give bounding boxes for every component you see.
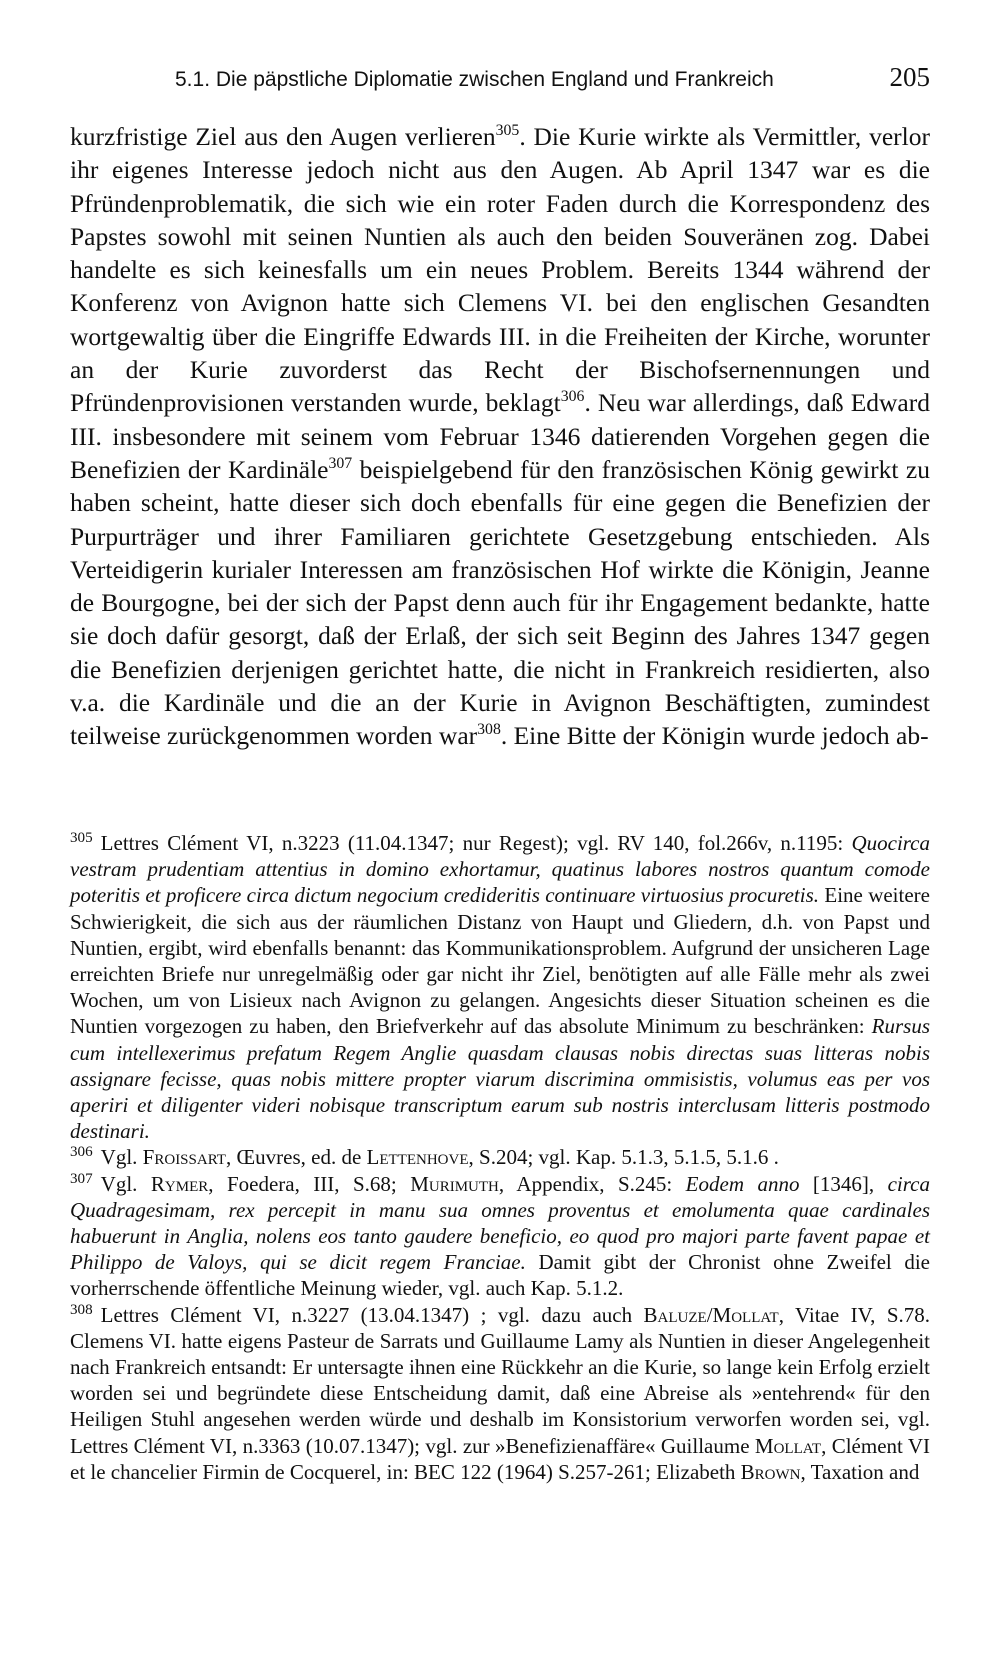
body-text-2: . Die Kurie wirkte als Vermittler, verlor ihr eigenes Interesse jedoch nicht aus den Augen. Ab April 1347 war es die Pfründenproblematik, die sich wie ein roter Faden durch die Korrespondenz des Papstes sowohl mit seinen Nuntien als auch den beiden Souveränen zog. Dabei handelte es sich keinesfalls um ein neues Problem. Bereits 1344 während der Konferenz von Avignon hatte sich Clemens VI. bei den englischen Gesandten wortgewaltig über die Eingriffe Edwards III. in die Freiheiten der Kirche, worunter an der Kurie zuvorderst das Recht der Bischofsernennungen und Pfründenprovisionen verstanden wurde, beklagt xyxy=(70,122,930,418)
author-name: Rymer xyxy=(150,1171,209,1196)
footnote-text: , Appendix, S.245: xyxy=(498,1171,686,1196)
footnote-text: Damit gibt der Chronist ohne Zweifel die vorherrschende öffentliche Meinung wieder, vgl. auch Kap. 5.1.2. xyxy=(70,1250,930,1301)
body-text-1: kurzfristige Ziel aus den Augen verlieren xyxy=(70,122,496,151)
footnote-text: , Vitae IV, S.78. Clemens VI. hatte eigens Pasteur de Sarrats und Guillaume Lamy als Nuntien in dieser Angelegenheit nach Frankreich entsandt: Er untersagte ihnen eine Rückkehr an die Kurie, so lange kein Erfolg erzielt worden sei und begründete diese Entscheidung damit, daß eine Abreise als »entehrend« für den Heiligen Stuhl angesehen werden würde und deshalb im Konsistorium verworfen worden sei, vgl. Lettres Clément VI, n.3363 (10.07.1347); vgl. zur »Benefizienaffäre« Guillaume xyxy=(70,1302,930,1458)
running-title: 5.1. Die päpstliche Diplomatie zwischen England und Frankreich xyxy=(175,68,774,91)
footnote-306 xyxy=(70,1144,930,1170)
footnote-text: , Foedera, III, S.68; xyxy=(208,1171,411,1196)
footnote-text: Vgl. xyxy=(100,1171,151,1196)
author-name: Brown xyxy=(740,1459,801,1484)
latin-quote: Eodem anno xyxy=(685,1171,800,1196)
footnote-text: , Clément VI et le chancelier Firmin de Cocquerel, in: BEC 122 (1964) S.257-261; Elizabeth xyxy=(70,1433,930,1484)
latin-quote: circa Quadragesimam, rex percepit in manu sua omnes proventus et emolumenta quae cardinales habuerunt in Anglia, nolens eos tanto gaudere beneficio, eo quod pro majori parte favent papae et Philippo de Valoys, qui se dicit regem Franciae. xyxy=(70,1171,930,1275)
author-name: Baluze/Mollat xyxy=(643,1302,779,1327)
footnote-text: , Taxation and xyxy=(800,1459,920,1484)
latin-quote: Rursus cum intellexerimus prefatum Regem Anglie quasdam clausas nobis directas suas litteras nobis assignare fecisse, quas nobis mittere propter viarum discrimina ommisistis, volumus eas per vos aperiri et diligenter videri nobisque transcriptum earum sub nostris interclusam litteris postmodo destinari. xyxy=(70,1014,930,1144)
author-name: Froissart xyxy=(142,1145,226,1170)
footnote-number: 307 xyxy=(70,1170,93,1187)
footnote-number: 306 xyxy=(70,1144,93,1161)
footnote-text: Lettres Clément VI, n.3223 (11.04.1347; nur Regest); vgl. RV 140, fol.266v, n.1195: xyxy=(100,831,852,855)
body-text-3: . Neu war allerdings, daß Edward III. insbesondere mit seinem vom Februar 1346 datierenden Vorgehen gegen die Benefizien der Kardinäle xyxy=(70,388,930,484)
author-name: Mollat xyxy=(754,1433,822,1458)
footnote-ref-308: 308 xyxy=(477,721,501,739)
footnote-number: 308 xyxy=(70,1301,93,1318)
footnote-text: Eine weitere Schwierigkeit, die sich aus der räumlichen Distanz von Haupt und Gliedern, d.h. von Papst und Nuntien, ergibt, wird ebenfalls benannt: das Kommunikationsproblem. Aufgrund der unsicheren Lage erreichten Briefe nur unregelmäßig oder gar nicht ihr Ziel, benötigten auf alle Fälle mehr als zwei Wochen, um von Lisieux nach Avignon zu gelangen. Angesichts dieser Situation scheinen es die Nuntien vorgezogen zu haben, den Briefverkehr auf das absolute Minimum zu beschränken: xyxy=(70,883,930,1039)
footnote-text: Lettres Clément VI, n.3227 (13.04.1347) ; vgl. dazu auch xyxy=(100,1302,644,1327)
page-header xyxy=(70,62,930,102)
footnotes xyxy=(70,830,930,1485)
body-text-4: beispielgebend für den französischen König gewirkt zu haben scheint, hatte dieser sich doch ebenfalls für eine gegen die Benefizien der Purpurträger und ihrer Familiaren gerichtete Gesetzgebung entschieden. Als Verteidigerin kurialer Interessen am französischen Hof wirkte die Königin, Jeanne de Bourgogne, bei der sich der Papst denn auch für ihr Engagement bedankte, hatte sie doch dafür gesorgt, daß der Erlaß, der sich seit Beginn des Jahres 1347 gegen die Benefizien derjenigen gerichtet hatte, die nicht in Frankreich residierten, also v.a. die Kardinäle und die an der Kurie in Avignon Beschäftigten, zumindest teilweise zurückgenommen worden war xyxy=(70,454,930,751)
footnote-text: Vgl. xyxy=(100,1145,143,1170)
latin-quote: Quocirca vestram prudentiam attentius in domino exhortamur, quatinus labores nostros quantum comode poteritis et proficere circa dictum negocium credideritis continuare virtuosius procuretis. xyxy=(70,831,930,908)
main-text xyxy=(70,120,930,753)
author-name: Murimuth xyxy=(410,1171,499,1196)
footnote-307 xyxy=(70,1171,930,1302)
footnote-ref-306: 306 xyxy=(560,388,585,406)
footnote-ref-305: 305 xyxy=(495,121,520,139)
footnote-305 xyxy=(70,830,930,1144)
footnote-text: , Œuvres, ed. de xyxy=(225,1145,367,1170)
footnote-text: [1346], xyxy=(799,1171,888,1196)
footnote-ref-307: 307 xyxy=(328,454,353,472)
footnote-text: , S.204; vgl. Kap. 5.1.3, 5.1.5, 5.1.6 . xyxy=(468,1145,779,1170)
author-name: Lettenhove xyxy=(366,1145,469,1170)
footnote-number: 305 xyxy=(70,830,93,846)
footnote-308 xyxy=(70,1302,930,1485)
page-number: 205 xyxy=(889,62,930,92)
body-text-5: . Eine Bitte der Königin wurde jedoch ab- xyxy=(500,721,929,751)
body-paragraph xyxy=(70,120,930,753)
